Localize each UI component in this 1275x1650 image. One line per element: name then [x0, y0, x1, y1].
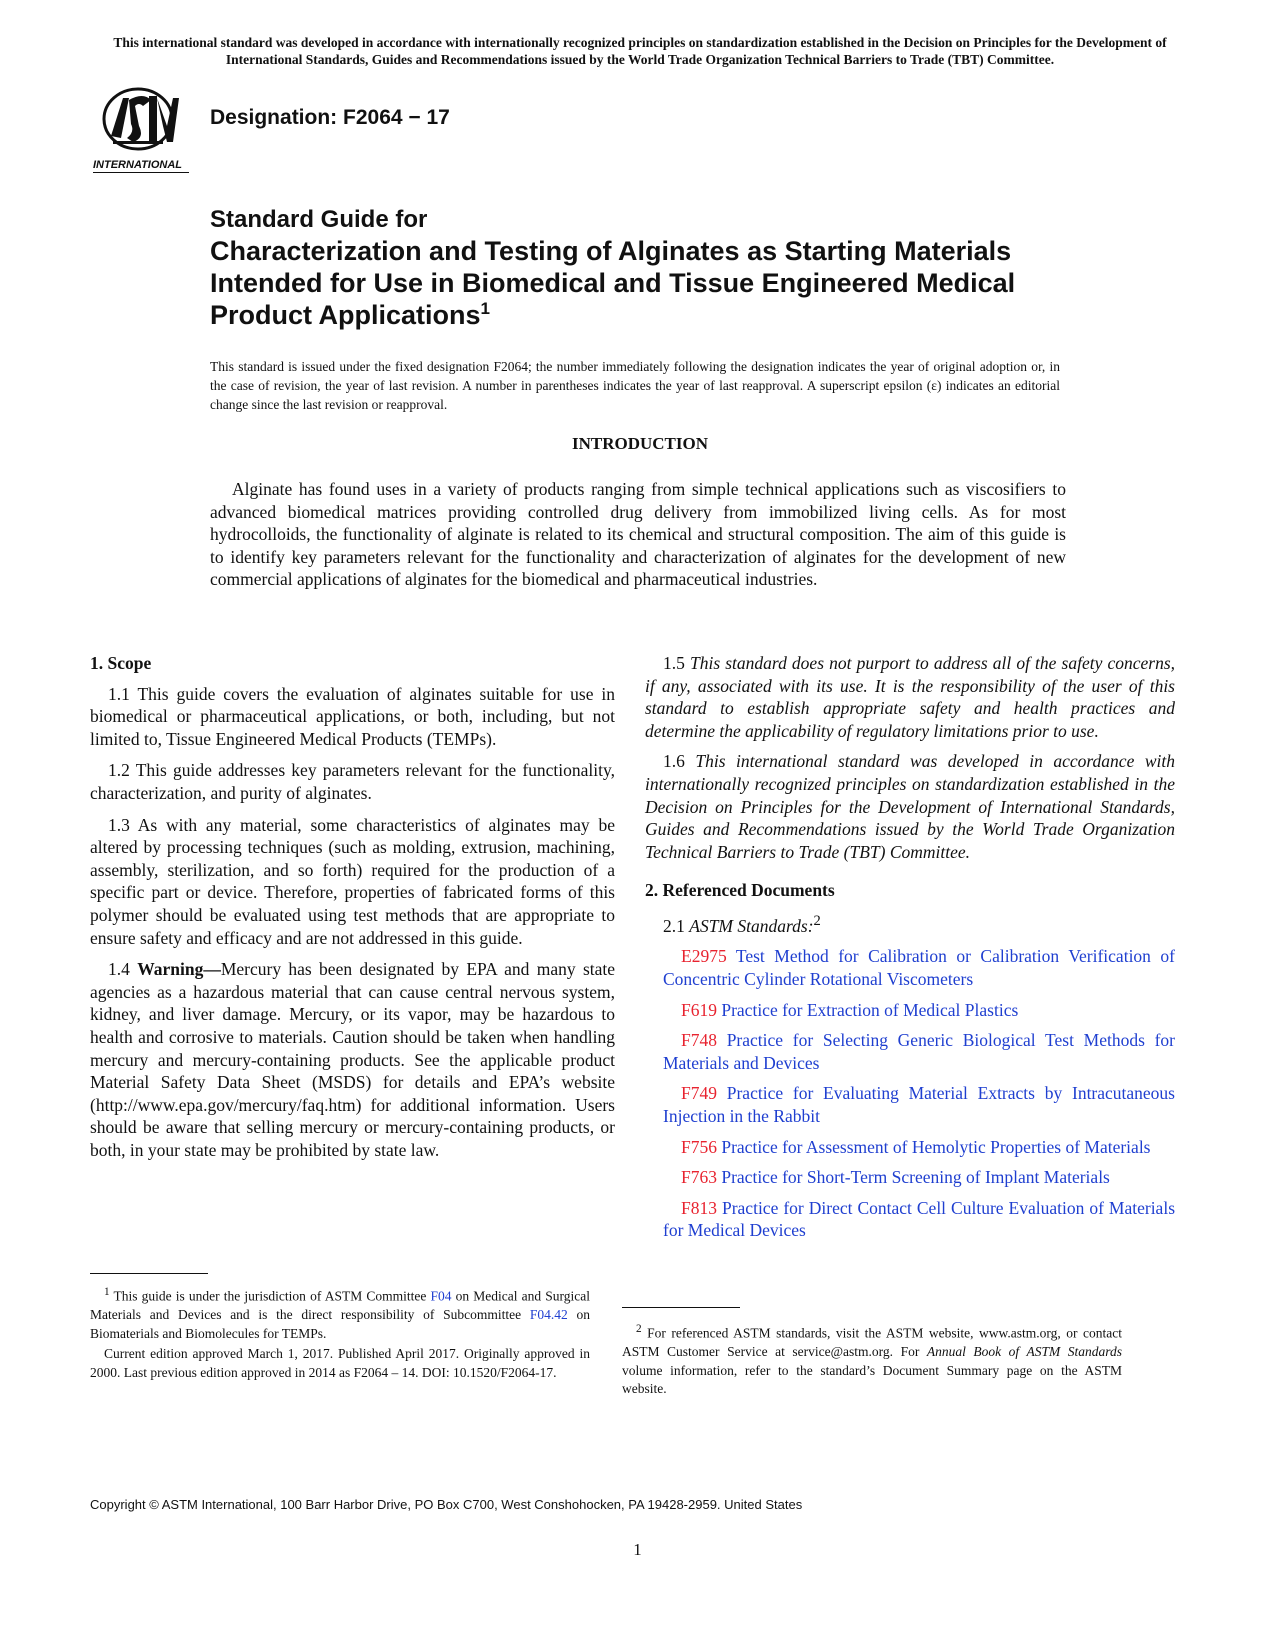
reference-item: [645, 999, 1175, 1022]
footnote-1-part-a: This guide is under the jurisdiction of ASTM Committee: [113, 1288, 427, 1304]
footnote-2-part-a: For referenced ASTM standards, visit the ASTM website, www.astm.org, or contact ASTM Customer Service at service@astm.org. For: [622, 1325, 1122, 1359]
footnote-1-text: [90, 1283, 590, 1343]
footnote-2-italic: Annual Book of ASTM Standards: [926, 1344, 1123, 1359]
astm-standards-label: [645, 910, 1175, 937]
section-2-1-number: 2.1: [663, 915, 685, 936]
reference-title-link[interactable]: Practice for Extraction of Medical Plastics: [721, 999, 1019, 1020]
warning-label: Warning—: [137, 959, 221, 980]
footnote-2-part-b: volume information, refer to the standard’s Document Summary page on the ASTM website.: [622, 1362, 1122, 1396]
section-1-4-number: 1.4: [108, 959, 130, 980]
section-1-5: [645, 652, 1175, 742]
footnote-1: [90, 1283, 590, 1384]
page-number: 1: [633, 1540, 642, 1559]
reference-item: [645, 1197, 1175, 1242]
header-notice: This international standard was developed in accordance with internationally recognized principles on standardization established in the Decision on Principles for the Development of International Standards, Guides and Recommendations issued by the World Trade Organization Technical Barriers to Trade (TBT) Committee.: [113, 35, 1167, 67]
reference-code-link[interactable]: F813: [681, 1197, 717, 1218]
reference-title-link[interactable]: Practice for Direct Contact Cell Culture Evaluation of Materials for Medical Devices: [663, 1197, 1176, 1241]
reference-item: [645, 1166, 1175, 1189]
left-column: [90, 652, 615, 1170]
reference-code-link[interactable]: F749: [681, 1083, 717, 1104]
referenced-documents-heading: 2. Referenced Documents: [645, 880, 835, 901]
subcommittee-f04-42-link[interactable]: F04.42: [529, 1307, 568, 1322]
astm-standards-footnote-mark: 2: [813, 912, 821, 929]
reference-list: [645, 945, 1175, 1242]
section-1-3: 1.3 As with any material, some characteristics of alginates may be altered by processing techniques (such as molding, extrusion, machining, assembly, sterilization, and so forth) required for the production of a specific part or device. Therefore, properties of fabricated forms of this polymer should be evaluated using test methods that are appropriate to ensure safety and efficacy and are not addressed in this guide.: [90, 814, 615, 948]
footnote-1-part-c: on Biomaterials and Biomolecules for TEMPs.: [90, 1307, 591, 1341]
title-footnote-mark: 1: [480, 299, 490, 318]
title-text: Characterization and Testing of Alginates as Starting Materials Intended for Use in Biomedical and Tissue Engineered Medical Product Applications: [210, 236, 1016, 330]
section-1-4: [90, 958, 615, 1161]
right-column: [645, 652, 1175, 1250]
footnote-2-text: [622, 1320, 1122, 1399]
reference-title-link[interactable]: Practice for Short-Term Screening of Implant Materials: [721, 1167, 1110, 1188]
astm-standards-text: ASTM Standards:: [689, 915, 814, 936]
section-1-2: 1.2 This guide addresses key parameters relevant for the functionality, characterization, and purity of alginates.: [90, 760, 615, 803]
title-main: [210, 235, 1110, 331]
astm-logo: [93, 86, 193, 176]
title-prefix: Standard Guide for: [210, 206, 428, 233]
footnote-1-mark: 1: [104, 1286, 110, 1298]
reference-item: [645, 1029, 1175, 1074]
reference-item: [645, 1136, 1175, 1159]
footnote-divider-left: [90, 1273, 208, 1274]
footnote-1-edition: Current edition approved March 1, 2017. Published April 2017. Originally approved in 2000. Last previous edition approved in 2014 as F2064 – 14. DOI: 10.1520/F2064-17.: [90, 1346, 590, 1380]
copyright-notice: Copyright © ASTM International, 100 Barr Harbor Drive, PO Box C700, West Conshohocken, PA 19428-2959. United States: [90, 1497, 803, 1512]
scope-heading: 1. Scope: [90, 653, 152, 673]
section-1-4-text: Mercury has been designated by EPA and many state agencies as a hazardous material that can cause central nervous system, kidney, and liver damage. Mercury, or its vapor, may be hazardous to health and corrosive to materials. Caution should be taken when handling mercury and mercury-containing products. See the applicable product Material Safety Data Sheet (MSDS) for details and EPA’s website (http://www.epa.gov/mercury/faq.htm) for additional information. Users should be aware that selling mercury or mercury-containing products, or both, in your state may be prohibited by state law.: [90, 959, 616, 1160]
committee-f04-link[interactable]: F04: [430, 1288, 452, 1304]
reference-code-link[interactable]: F619: [681, 999, 717, 1020]
reference-title-link[interactable]: Practice for Evaluating Material Extracts by Intracutaneous Injection in the Rabbit: [663, 1083, 1175, 1126]
section-1-6-number: 1.6: [663, 751, 685, 772]
introduction-heading: INTRODUCTION: [571, 434, 709, 453]
reference-title-link[interactable]: Practice for Selecting Generic Biological Test Methods for Materials and Devices: [663, 1030, 1175, 1073]
reference-code-link[interactable]: F756: [681, 1136, 717, 1157]
section-1-5-text: This standard does not purport to address all of the safety concerns, if any, associated with its use. It is the responsibility of the user of this standard to establish appropriate safety and health practices and determine the applicability of regulatory limitations prior to use.: [645, 653, 1176, 741]
section-1-1: 1.1 This guide covers the evaluation of alginates suitable for use in biomedical or pharmaceutical applications, or both, including, but not limited to, Tissue Engineered Medical Products (TEMPs).: [90, 683, 615, 749]
section-1-5-number: 1.5: [663, 653, 685, 673]
reference-item: [645, 1082, 1175, 1127]
reference-code-link[interactable]: F748: [681, 1030, 717, 1051]
footnote-1-part-b: on Medical and Surgical Materials and Devices and is the direct responsibility of Subcommittee: [90, 1288, 591, 1322]
introduction-text: Alginate has found uses in a variety of products ranging from simple technical applications such as viscosifiers to advanced biomedical matrices providing controlled drug delivery from immobilized living cells. As for most hydrocolloids, the functionality of alginate is related to its chemical and structural composition. The aim of this guide is to identify key parameters relevant for the functionality and characterization of alginates for the development of new commercial applications of alginates for the biomedical and pharmaceutical industries.: [210, 479, 1066, 590]
svg-text:INTERNATIONAL: INTERNATIONAL: [93, 159, 183, 171]
footnote-divider-right: [622, 1307, 740, 1308]
section-1-6-text: This international standard was developed in accordance with internationally recognized principles on standardization established in the Decision on Principles for the Development of International Standards, Guides and Recommendations issued by the World Trade Organization Technical Barriers to Trade (TBT) Committee.: [645, 751, 1176, 862]
footnote-2: [622, 1320, 1122, 1401]
section-1-6: [645, 750, 1175, 863]
designation: Designation: F2064 − 17: [210, 106, 450, 129]
reference-item: [645, 945, 1175, 990]
issued-note: This standard is issued under the fixed designation F2064; the number immediately following the designation indicates the year of original adoption or, in the case of revision, the year of last revision. A number in parentheses indicates the year of last reapproval. A superscript epsilon (ε) indicates an editorial change since the last revision or reapproval.: [210, 359, 1060, 412]
reference-code-link[interactable]: E2975: [681, 946, 727, 967]
footnote-2-mark: 2: [636, 1323, 642, 1335]
reference-title-link[interactable]: Test Method for Calibration or Calibration Verification of Concentric Cylinder Rotational Viscometers: [663, 946, 1175, 989]
document-title: [210, 205, 1110, 331]
reference-title-link[interactable]: Practice for Assessment of Hemolytic Properties of Materials: [721, 1136, 1151, 1157]
reference-code-link[interactable]: F763: [681, 1167, 717, 1188]
